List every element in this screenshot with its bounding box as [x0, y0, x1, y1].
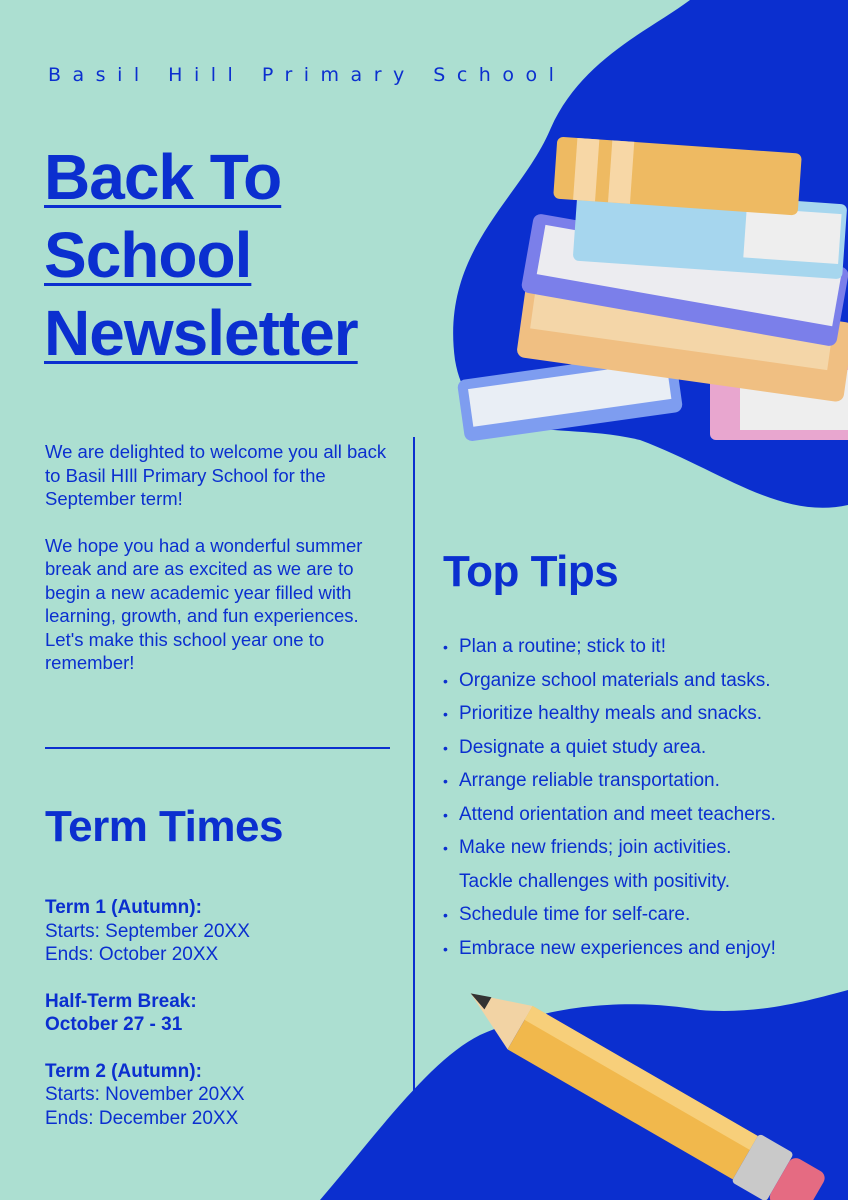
tip-item: • Prioritize healthy meals and snacks.	[443, 700, 776, 734]
title-line: Back To	[44, 141, 282, 213]
term-block	[45, 990, 250, 1037]
tip-item: Tackle challenges with positivity.	[459, 870, 731, 892]
tip-item: • Attend orientation and meet teachers.	[443, 801, 776, 835]
term-title: Half-Term Break:	[45, 990, 197, 1012]
tip-item: • Schedule time for self-care.	[443, 901, 776, 935]
tip-item: • Plan a routine; stick to it!	[443, 633, 776, 667]
title-line: Newsletter	[44, 297, 358, 369]
term-title: Term 2 (Autumn):	[45, 1060, 202, 1082]
term-line: Starts: September 20XX	[45, 920, 250, 942]
tip-item: • Make new friends; join activities.	[443, 834, 776, 868]
intro-paragraph: We are delighted to welcome you all back to Basil HIll Primary School for the September term!	[45, 441, 387, 509]
title-line: School	[44, 219, 252, 291]
term-times-list	[45, 896, 250, 1153]
tip-item: • Embrace new experiences and enjoy!	[443, 935, 776, 969]
term-block	[45, 1060, 250, 1131]
tip-item: • Organize school materials and tasks.	[443, 667, 776, 701]
intro-paragraph: We hope you had a wonderful summer break and are as excited as we are to begin a new academic year filled with learning, growth, and fun experiences. Let's make this school year one to remember!	[45, 534, 363, 673]
tip-item: • Designate a quiet study area.	[443, 734, 776, 768]
school-name: Basil Hill Primary School	[48, 64, 566, 86]
tip-item: • Arrange reliable transportation.	[443, 767, 776, 801]
term-times-heading: Term Times	[45, 802, 283, 851]
top-tips-list	[443, 633, 776, 968]
term-line: Ends: December 20XX	[45, 1107, 239, 1129]
top-tips-heading: Top Tips	[443, 547, 619, 596]
divider-vertical	[413, 437, 415, 1129]
term-line: October 27 - 31	[45, 1014, 183, 1035]
term-line: Ends: October 20XX	[45, 944, 219, 965]
newsletter-title	[44, 138, 358, 372]
term-title: Term 1 (Autumn):	[45, 897, 202, 918]
divider-horizontal	[45, 747, 390, 749]
intro-text	[45, 440, 395, 698]
term-line: Starts: November 20XX	[45, 1084, 245, 1105]
term-block	[45, 896, 250, 967]
